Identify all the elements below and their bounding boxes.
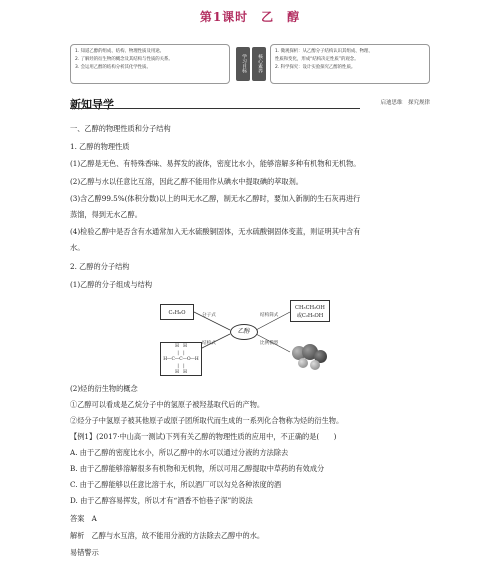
explanation: 解析 乙醇与水互溶，故不能用分液的方法除去乙醇中的水。 xyxy=(70,531,265,540)
core-literacy-tag: 核心素养 xyxy=(252,47,266,81)
text-line: (2)乙醇与水以任意比互溶，因此乙醇不能用作从碘水中提取碘的萃取剂。 xyxy=(70,177,303,186)
text-line: 1. 乙醇的物理性质 xyxy=(70,142,130,151)
ethanol-structure-diagram xyxy=(160,300,330,378)
answer: 答案 A xyxy=(70,514,97,523)
core-literacy-box xyxy=(270,44,430,84)
goal-item: 2. 了解烃的衍生物的概念及其结构与性质的关系。 xyxy=(75,57,173,62)
text-line: (2)烃的衍生物的概念 xyxy=(70,384,138,393)
example-question: 【例1】(2017·中山高一测试)下列有关乙醇的物理性质的应用中，不正确的是( ) xyxy=(70,432,337,441)
atom-ball xyxy=(310,360,320,370)
molecular-formula-box: C₂H₆O xyxy=(160,304,194,320)
text-line: (1)乙醇是无色、有特殊香味、易挥发的液体，密度比水小，能够溶解多种有机物和无机物。 xyxy=(70,159,361,168)
structural-simplified-box: CH₃CH₂OH 或C₂H₅OH xyxy=(290,300,330,322)
option-d: D. 由于乙醇容易挥发，所以才有“酒香不怕巷子深”的说法 xyxy=(70,496,253,505)
section-header xyxy=(70,96,430,110)
goal-item: 3. 会运用乙醇的结构分析其化学性质。 xyxy=(75,65,151,70)
text-line: (4)检验乙醇中是否含有水通常加入无水硫酸铜固体，无水硫酸铜固体变蓝，则证明其中含有 xyxy=(70,227,361,236)
option-c: C. 由于乙醇能够以任意比溶于水，所以酒厂可以勾兑各种浓度的酒 xyxy=(70,480,282,489)
warning-heading: 易错警示 xyxy=(70,548,99,557)
text-line: (3)含乙醇99.5%(体积分数)以上的叫无水乙醇，制无水乙醇时，要加入新制的生石灰再进行 xyxy=(70,194,361,203)
section-subtitle: 启迪思维 探究规律 xyxy=(380,100,430,106)
literacy-item: 2. 科学探究：设计实验探究乙醇的性质。 xyxy=(275,65,356,70)
center-node: 乙醇 xyxy=(230,324,258,340)
literacy-item: 1. 微观探析：从乙醇分子结构认识其组成、物理、 xyxy=(275,49,373,54)
text-line: 水。 xyxy=(70,243,85,252)
text-line: (1)乙醇的分子组成与结构 xyxy=(70,280,153,289)
label-space-filling: 比例模型 xyxy=(260,341,279,346)
text-line: 2. 乙醇的分子结构 xyxy=(70,262,130,271)
label-molecular-formula: 分子式 xyxy=(202,313,216,318)
goals-panel xyxy=(70,44,430,84)
text-line: ②烃分子中氢原子被其他原子或原子团所取代而生成的一系列化合物称为烃的衍生物。 xyxy=(70,416,344,425)
goal-item: 1. 知道乙醇的组成、结构、物理性质及用途。 xyxy=(75,49,165,54)
literacy-item: 性质和变化，形成“结构决定性质”的观念。 xyxy=(275,57,359,62)
learning-goals-box xyxy=(70,44,230,84)
option-a: A. 由于乙醇的密度比水小，所以乙醇中的水可以通过分液的方法除去 xyxy=(70,448,289,457)
text-line: 一、乙醇的物理性质和分子结构 xyxy=(70,124,171,133)
atom-ball xyxy=(298,358,308,368)
section-rule xyxy=(70,108,360,109)
lesson-title: 第1课时 乙 醇 xyxy=(199,10,301,24)
option-b: B. 由于乙醇能够溶解很多有机物和无机物，所以可用乙醇提取中草药的有效成分 xyxy=(70,464,325,473)
label-structural-formula: 结构式 xyxy=(202,341,216,346)
text-line: 蒸馏，得到无水乙醇。 xyxy=(70,210,142,219)
text-line: ①乙醇可以看成是乙烷分子中的氢原子被羟基取代后的产物。 xyxy=(70,400,265,409)
section-heading: 新知导学 xyxy=(70,98,114,111)
label-structural-simplified: 结构简式 xyxy=(260,313,279,318)
learning-goals-tag: 学习目标 xyxy=(236,47,250,81)
structural-formula-box: H H | | H—C—C—O—H | | H H xyxy=(160,342,202,376)
